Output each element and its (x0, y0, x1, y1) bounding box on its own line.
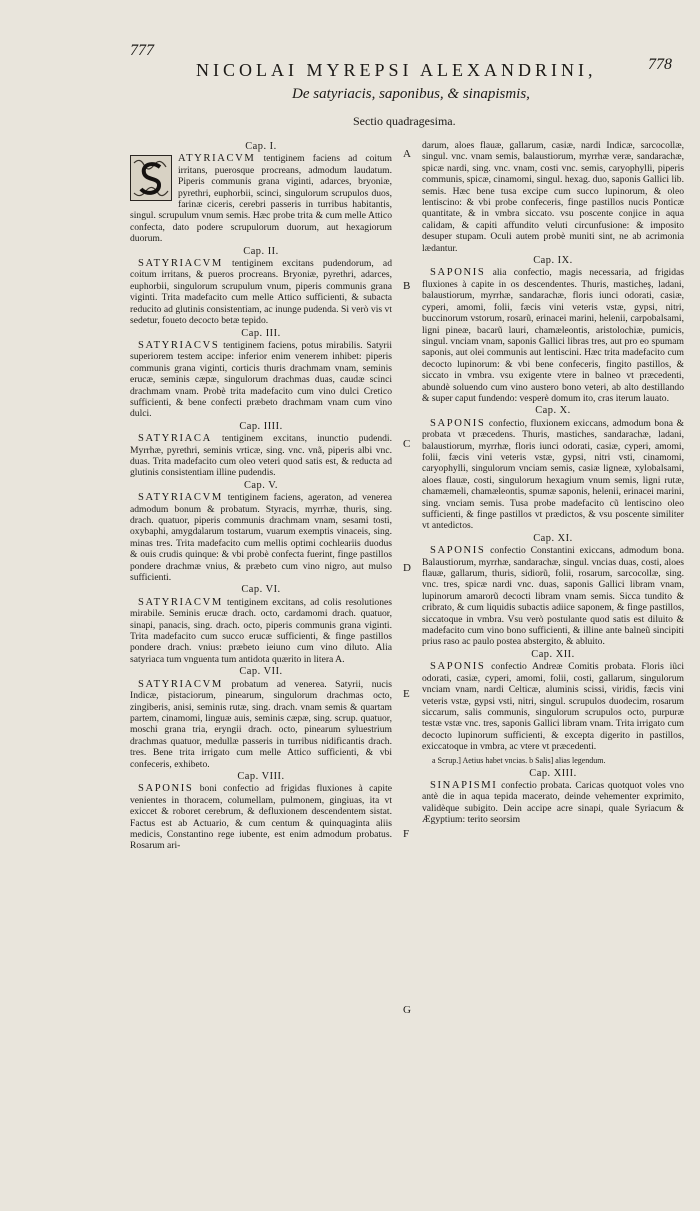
recipe-paragraph (422, 140, 684, 254)
recipe-paragraph (422, 661, 684, 752)
paragraph-text: tentiginem faciens, ageraton, ad venerea admodum bonum & probatum. Styracis, myrrhæ, thuris, sing. drach. quatuor, piperis communis drachmam vnam, sesami tosti, oxybaphi, amygdalarum tostarum, vuarum exemptis vinaceis, sing. minas tres. Trita madefacito cum mellis optimi cochleariis duodus & ouis crudis quinque: & vbi probè confecta fuerint, finge pastillos pondere drachmæ vnius, & præbeto cum vino nigro, aut mulso sufficienti. (130, 492, 392, 584)
lead-word: SAPONIS (430, 545, 486, 557)
section-heading: Sectio quadragesima. (353, 114, 456, 128)
recipe-paragraph (130, 153, 392, 244)
paragraph-text: tentiginem excitans, ad colis resolutiones mirabile. Seminis erucæ drach. octo, cardamomi drach. quatuor, sinapi, panacis, sing. drach. octo, piperis communis grana viginti. Trita madefacito cum succo erucæ sufficienti, & finge pastillos pondere drach. vnius: præbeto ieiuno cum vino diluto. Alia satyriaca tum vnguenta tum antidota quærito in litera A. (130, 596, 392, 665)
paragraph-text: confectio Andreæ Comitis probata. Floris iũci odorati, casiæ, cyperi, amomi, folii, costi, gallarum, singulorum vnciam vnam, nardi Celticæ, aluminis scissi, viridis, fæcis vini veteris vstæ, gypsi vsti, nitri, singul. scrupulos duodecim, rosarum siccarum, salis communis, singulorum scrupulos octo, purpuræ testæ vstæ vnc. tres, saponis Gallici libram vnam. Trita irrigato cum decocto lupinorum sufficienti, & excepta digerito in pastillos, exiccatoque in vmbra, ac vtere vt præcedenti. (422, 661, 684, 753)
paragraph-text: probatum ad venerea. Satyrii, nucis Indicæ, pistaciorum, pinearum, singulorum drachmas octo, zingiberis, anisi, seminis rutæ, sing. drach. vnam semis & quartam partem, cinamomi, linguæ auis, seminis cæpæ, sing. scrup. quatuor, moschi grana tria, eryngii drach. octo, pinearum syluestrium drachmas quatuor, medullæ passeris in turribus nidificantis drach. tres. Bene trita irrigato cum melle Attico sufficienti, & vbi confeceris, exhibeto. (130, 678, 392, 770)
paragraph-text: tentiginem faciens, potus mirabilis. Satyrii superiorem testem accipe: inferior enim venerem inhibet: piperis communis grana viginti, corticis thuris drachmam vnam, seminis erucæ, seminis cæpæ, singulorum drachmas duas, caudæ scinci drachmam vnam. Probè trita madefacito cum vino dulci Cretico sufficienti, & bene confecti præbeto drachmam vnam cum vino dulci. (130, 339, 392, 420)
recipe-paragraph (130, 783, 392, 851)
recipe-paragraph (130, 433, 392, 479)
recipe-paragraph (422, 267, 684, 404)
chapter-heading: Cap. XII. (531, 648, 575, 660)
chapter-heading: Cap. III. (241, 327, 281, 339)
chapter-subtitle: De satyriacis, saponibus, & sinapismis, (292, 86, 530, 102)
lead-word: SATYRIACVM (138, 678, 223, 690)
lead-word: SAPONIS (430, 267, 486, 279)
recipe-paragraph (130, 597, 392, 665)
paragraph-text: boni confectio ad frigidas fluxiones à capite venientes in thoracem, columellam, pulmonem, gingiuas, ita vt exiccet & roboret cerebrum, & defluxionem descendentem sistat. Factus est ab Actuario, & cum centum & quinquaginta aliis medicis, Constantino rege iubente, est enim admodum probatus. Rosarum ari- (130, 783, 392, 852)
paragraph-text: tentiginem faciens ad coitum irritans, puerosque procreans, admodum laudatum. Piperis communis grana viginti, adarces, bryoniæ, pyrethri, euphorbii, scinci, singulorum scrupulos duos, farinæ ciceris, cerebri passeris in turribus habitantis, singul. scrupulum vnum semis. Hæc probe trita & cum melle Attico confecta, dato podere scrupulorum duorum, aut hexagiorum duorum. (130, 153, 392, 245)
margin-letter: G (403, 1004, 411, 1016)
lead-word: ATYRIACVM (178, 153, 256, 165)
chapter-heading: Cap. XIII. (529, 767, 577, 779)
chapter-heading: Cap. IIII. (239, 420, 283, 432)
running-title: NICOLAI MYREPSI ALEXANDRINI, (196, 60, 597, 80)
footnote: a Scrup.] Aetius habet vncias. b Salis] alias legendum. (432, 755, 606, 765)
margin-letter: E (403, 688, 410, 700)
left-column (130, 140, 392, 853)
lead-word: SAPONIS (138, 783, 194, 795)
recipe-paragraph (130, 258, 392, 326)
chapter-heading: Cap. I. (245, 141, 277, 152)
chapter-heading: Cap. II. (243, 245, 279, 257)
page-number-left: 777 (130, 42, 154, 59)
paragraph-text: tentiginem excitans pudendorum, ad coitum irritans, & pueros procreans. Bryoniæ, pyrethri, adarces, euphorbii, singulorum scrupulum vnum, piperis communis grana viginti. Trita madefacito cum melle Attico sufficienti, & subacta reducito ad glutinis consistentiam, ac inunge pudenda. Si verò vis vt sedetur, foueto decocto betæ tepido. (130, 258, 392, 327)
right-column (422, 140, 684, 827)
lead-word: SATYRIACA (138, 433, 212, 445)
recipe-paragraph (422, 780, 684, 826)
recipe-paragraph (130, 679, 392, 770)
margin-letter: C (403, 438, 411, 450)
paragraph-text: confectio, fluxionem exiccans, admodum bona & probata vt præcedens. Thuris, mastiches, sandarachæ, ladani, balaustiorum, myrrhæ, floris iunci odorati, casiæ, cyperi, amomi, folii, fæcis vini veteris vstæ, gypsi, nitri vsti, cinamomi, caryophylli, singulorum vnciam semis, casiæ ligneæ, xylobalsami, aloes flauæ, costi, singulorum hexagium vnum semis, ligni rutæ, chamæmeli, chamæleontis, spumæ saponis, helenii, erinacei marini, sing. vnciam semis. Tusa probe madefacito cũ lentiscino oleo sufficienti, & finge pastillos vt prædictos, & vsu poscente similiter vt antedictos. (422, 417, 684, 532)
paragraph-text: tentiginem excitans, inunctio pudendi. Myrrhæ, pyrethri, seminis vrticæ, sing. vnc. vnã, piperis albi vnc. duas. Trita madefacito cum oleo veteri quod satis est, & reducta ad glutinis consistentiam illine pudendis. (130, 433, 392, 479)
chapter-heading: Cap. IX. (533, 255, 573, 267)
ornamental-initial-s (130, 155, 172, 201)
lead-word: SATYRIACVM (138, 596, 223, 608)
chapter-heading: Cap. XI. (533, 532, 573, 544)
paragraph-text: darum, aloes flauæ, gallarum, casiæ, nardi Indicæ, sarcocollæ, singul. vnc. vnam semis, balaustiorum, myrrhæ veræ, sandarachæ, spicæ nardi, sing. vnc. vnam, costi vnc. semis, caryophylli, piperis communis, spicæ, cinamomi, singul. hexag. duo, saponis Gallici lib. semis. Hæc bene tusa excipe cum succo lupinorum, & oleo lentiscino: & vbi probe confeceris, finge pastillos nucis Ponticæ quantitate, & in vmbra siccato. vsu poscente conjice in aqua calidam, & capiti affundito veluti circunfusione: & imposito desuper stupam. Oculi autem probè muniti sint, ne ab acrimonia lædantur. (422, 140, 684, 254)
chapter-heading: Cap. X. (535, 405, 571, 417)
margin-letter: D (403, 562, 411, 574)
recipe-paragraph (422, 545, 684, 648)
chapter-heading: Cap. VI. (241, 584, 281, 596)
chapter-heading: Cap. VII. (239, 666, 283, 678)
page-number-right: 778 (648, 56, 672, 73)
margin-letter: B (403, 280, 411, 292)
lead-word: SAPONIS (430, 661, 486, 673)
lead-word: SINAPISMI (430, 779, 498, 791)
margin-letter: F (403, 828, 410, 840)
paragraph-text: confectio Constantini exiccans, admodum bona. Balaustiorum, myrrhæ, sandarachæ, singul. vncias duas, costi, aloes flauæ, gallarum, thuris, sidiorũ, folii, rosarum, sarcocollæ, sing. vnc. tres, spicæ nardi vnc. duas, saponis Gallici libram vnam, lupinorum amarorũ decocti libram vnam semis. Sicca tundito & cribrato, & cum liquidis subactis adiice saponem, & finge pastillos, siccatoque in vmbra. Vsu verò postulante quod satis est diluito & madefacito cum vino bono sufficienti, & illine ante balneũ sincipiti prius raso ac paulo postea abstergito, & abluito. (422, 545, 684, 648)
lead-word: SATYRIACVM (138, 492, 223, 504)
lead-word: SATYRIACVS (138, 339, 220, 351)
lead-word: SATYRIACVM (138, 258, 223, 270)
paragraph-text: confectio probata. Caricas quotquot voles vno antè die in aqua tepida macerato, deinde vehementer exprimito, validèque subigito. Dein accipe acre sinapi, quale Syriacum & Ægyptium: terito seorsim (422, 779, 684, 826)
paragraph-text: alia confectio, magis necessaria, ad frigidas fluxiones à capite in os descendentes. Thuris, masticheș, ladani, balaustiorum, myrrhæ, sandarachæ, floris iunci odorati, casiæ, cyperi, amomi, folii, fæcis vini veteris vstæ, gypsi, nitri, buccinorum vstorum, rosarũ, erinacei marini, helenii, carpobalsami, ligni pineæ, bacarũ lauri, chamæleontis, aristolochiæ, pumicis, singul. vnciam vnam, saponis Gallici libras tres, aut pro eo spumam saponis, aut olei communis aut lentiscini. Hæc trita madefacito cum decocto lupinorum: & vbi bene confeceris, fingito pastillos, & siccato in vmbra. vsu exigente vtere in balneo vt præcedenti, abundè soluendo cum vino austero bono veteri, ab alto destillando & super caput fundendo: vesperè domum ito, cras iterum lauato. (422, 267, 684, 404)
recipe-paragraph (130, 492, 392, 583)
recipe-paragraph (130, 340, 392, 420)
recipe-paragraph (422, 418, 684, 532)
lead-word: SAPONIS (430, 417, 486, 429)
chapter-heading: Cap. V. (243, 479, 278, 491)
chapter-heading: Cap. VIII. (237, 770, 285, 782)
margin-letter: A (403, 148, 411, 160)
